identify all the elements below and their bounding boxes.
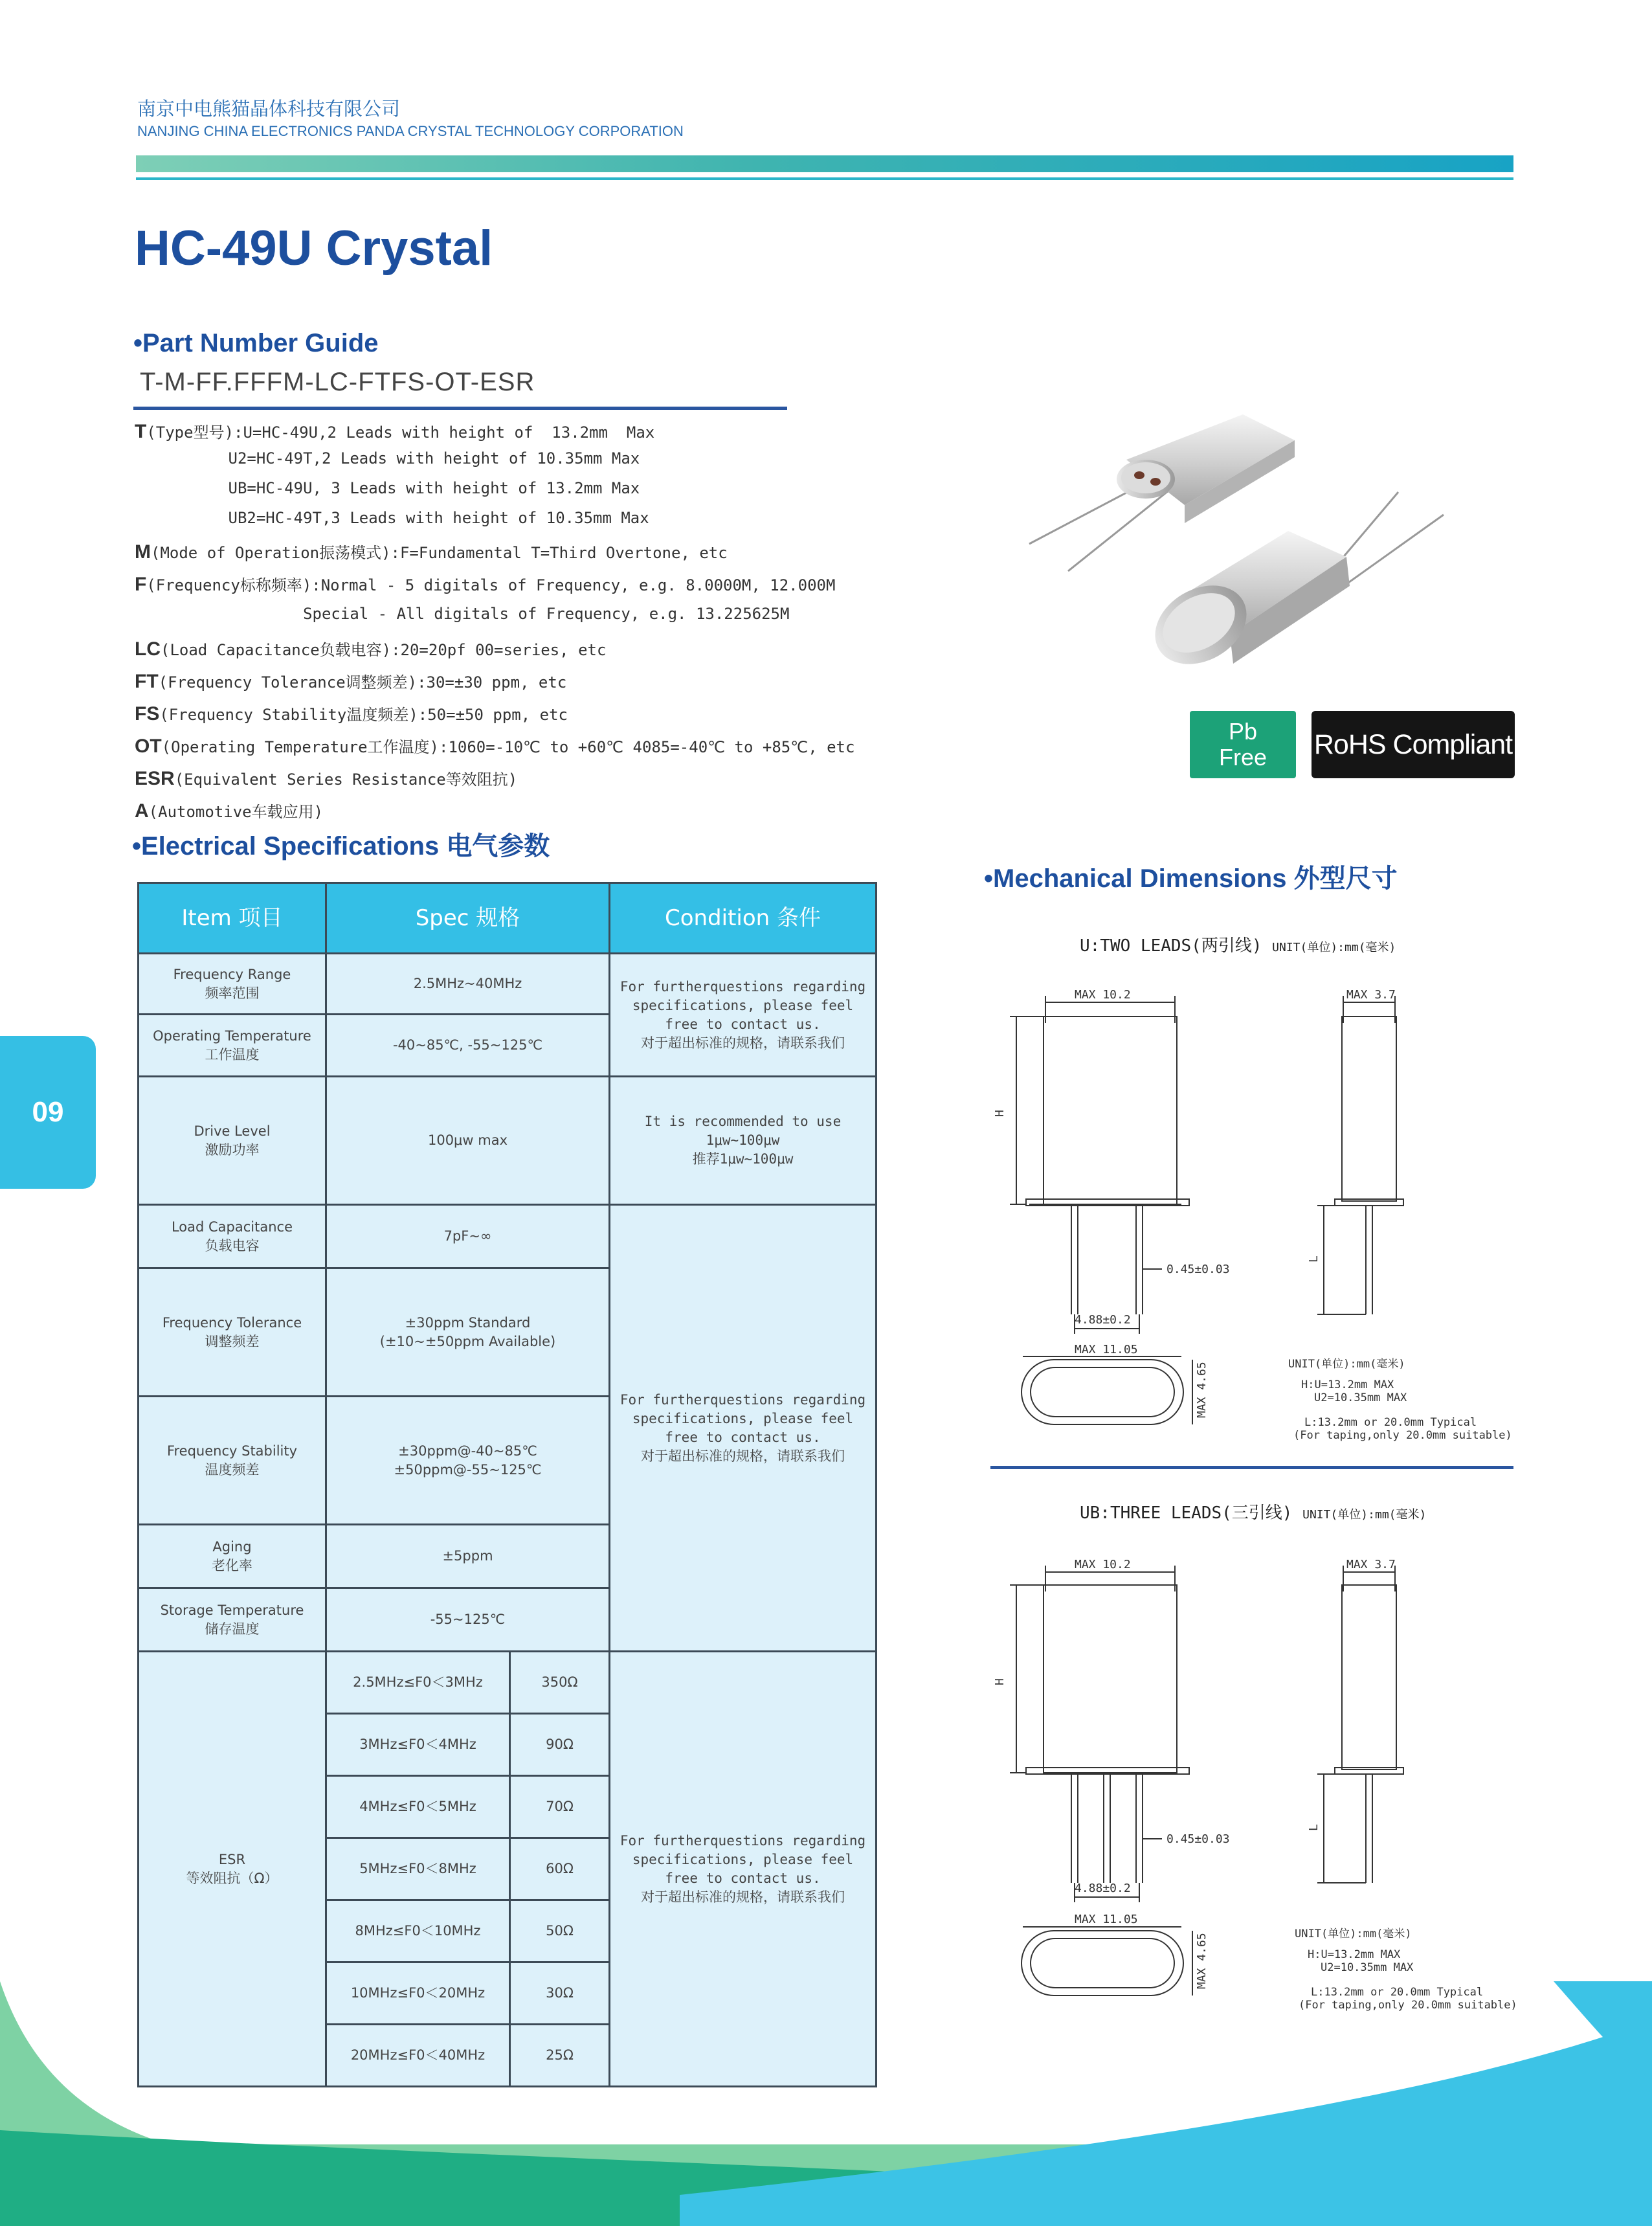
guide-line-f: F(Frequency标称频率):Normal - 5 digitals of Frequency, e.g. 8.0000M, 12.000M bbox=[135, 574, 836, 595]
part-number-underline bbox=[133, 407, 787, 410]
esr-range: 4MHz≤F0＜5MHz bbox=[326, 1776, 510, 1838]
esr-range: 3MHz≤F0＜4MHz bbox=[326, 1714, 510, 1776]
two-leads-drawing bbox=[984, 971, 1515, 1463]
company-name-en: NANJING CHINA ELECTRONICS PANDA CRYSTAL TECHNOLOGY CORPORATION bbox=[137, 123, 684, 139]
dim-lead: 0.45±0.03 bbox=[1166, 1832, 1230, 1846]
header-bar bbox=[136, 155, 1513, 172]
guide-line-ot: OT(Operating Temperature工作温度):1060=-10℃ to +60℃ 4085=-40℃ to +85℃, etc bbox=[135, 736, 855, 757]
header-line bbox=[136, 177, 1513, 180]
electrical-spec-table bbox=[137, 882, 877, 2087]
note-h2: U2=10.35mm MAX bbox=[1321, 1961, 1414, 1974]
guide-line-t: T(Type型号):U=HC-49U,2 Leads with height of 13.2mm Max bbox=[135, 421, 655, 442]
note-l2: (For taping,only 20.0mm suitable) bbox=[1299, 1999, 1517, 2012]
dim-max-depth: MAX 3.7 bbox=[1346, 988, 1396, 1002]
spec-aging: ±5ppm bbox=[326, 1525, 610, 1588]
dim-pitch: 4.88±0.2 bbox=[1075, 1882, 1131, 1895]
condition-contact-2: For furtherquestions regarding specifications, please feel free to contact us. 对于超出标准的规格，请联系我们 bbox=[610, 1205, 876, 1652]
guide-line-u2: U2=HC-49T,2 Leads with height of 10.35mm Max bbox=[135, 449, 640, 467]
guide-line-fs: FS(Frequency Stability温度频差):50=±50 ppm, etc bbox=[135, 703, 568, 725]
table-header-spec: Spec 规格 bbox=[326, 883, 610, 954]
note-h2: U2=10.35mm MAX bbox=[1314, 1391, 1407, 1404]
crystal-product-photo bbox=[1023, 401, 1450, 686]
electrical-spec-heading: •Electrical Specifications 电气参数 bbox=[132, 831, 550, 861]
esr-value: 50Ω bbox=[510, 1900, 610, 1962]
note-l2: (For taping,only 20.0mm suitable) bbox=[1293, 1429, 1512, 1442]
note-h1: H:U=13.2mm MAX bbox=[1308, 1948, 1401, 1961]
spec-drive-level: 100μw max bbox=[326, 1077, 610, 1205]
condition-drive-level: It is recommended to use 1μw~100μw 推荐1μw~100μw bbox=[610, 1077, 876, 1205]
item-load-capacitance: Load Capacitance 负载电容 bbox=[139, 1205, 326, 1268]
part-number-code: T-M-FF.FFFM-LC-FTFS-OT-ESR bbox=[140, 368, 535, 396]
spec-frequency-tolerance: ±30ppm Standard (±10~±50ppm Available) bbox=[326, 1268, 610, 1397]
dim-height: H bbox=[993, 1678, 1007, 1685]
item-storage-temperature: Storage Temperature 储存温度 bbox=[139, 1588, 326, 1652]
spec-load-capacitance: 7pF~∞ bbox=[326, 1205, 610, 1268]
page-number-tab: 09 bbox=[0, 1036, 96, 1189]
dim-lead-length: L bbox=[1307, 1255, 1321, 1263]
guide-line-lc: LC(Load Capacitance负载电容):20=20pf 00=series, etc bbox=[135, 638, 607, 660]
part-number-guide-heading: •Part Number Guide bbox=[133, 329, 379, 357]
esr-value: 25Ω bbox=[510, 2025, 610, 2087]
spec-frequency-stability: ±30ppm@-40~85℃ ±50ppm@-55~125℃ bbox=[326, 1397, 610, 1525]
spec-operating-temperature: -40~85℃, -55~125℃ bbox=[326, 1015, 610, 1077]
mechanical-dimensions-heading: •Mechanical Dimensions 外型尺寸 bbox=[984, 864, 1398, 894]
guide-line-ft: FT(Frequency Tolerance调整频差):30=±30 ppm, etc bbox=[135, 671, 567, 692]
note-unit: UNIT(单位):mm(毫米) bbox=[1295, 1928, 1412, 1940]
esr-range: 10MHz≤F0＜20MHz bbox=[326, 1962, 510, 2025]
note-l1: L:13.2mm or 20.0mm Typical bbox=[1304, 1416, 1477, 1429]
note-h1: H:U=13.2mm MAX bbox=[1301, 1378, 1394, 1391]
three-leads-drawing bbox=[984, 1540, 1521, 2019]
esr-range: 8MHz≤F0＜10MHz bbox=[326, 1900, 510, 1962]
guide-line-f-special: Special - All digitals of Frequency, e.g. 13.225625M bbox=[135, 605, 790, 623]
dim-max-thickness: MAX 4.65 bbox=[1195, 1362, 1209, 1418]
footer-wave bbox=[0, 1981, 1652, 2226]
note-unit: UNIT(单位):mm(毫米) bbox=[1288, 1358, 1405, 1371]
page-title: HC-49U Crystal bbox=[135, 221, 493, 276]
esr-value: 350Ω bbox=[510, 1652, 610, 1714]
item-drive-level: Drive Level 激励功率 bbox=[139, 1077, 326, 1205]
guide-line-m: M(Mode of Operation振荡模式):F=Fundamental T=Third Overtone, etc bbox=[135, 541, 728, 563]
item-aging: Aging 老化率 bbox=[139, 1525, 326, 1588]
dim-max-width: MAX 10.2 bbox=[1075, 988, 1131, 1002]
dim-max-depth: MAX 3.7 bbox=[1346, 1558, 1396, 1571]
dim-lead-length: L bbox=[1307, 1824, 1321, 1831]
note-l1: L:13.2mm or 20.0mm Typical bbox=[1311, 1986, 1484, 1999]
condition-contact-1: For furtherquestions regarding specifications, please feel free to contact us. 对于超出标准的规格，请联系我们 bbox=[610, 954, 876, 1077]
item-operating-temperature: Operating Temperature 工作温度 bbox=[139, 1015, 326, 1077]
spec-frequency-range: 2.5MHz~40MHz bbox=[326, 954, 610, 1015]
item-frequency-range: Frequency Range 频率范围 bbox=[139, 954, 326, 1015]
spec-storage-temperature: -55~125℃ bbox=[326, 1588, 610, 1652]
dim-pitch: 4.88±0.2 bbox=[1075, 1313, 1131, 1327]
guide-line-ub2: UB2=HC-49T,3 Leads with height of 10.35mm Max bbox=[135, 509, 649, 527]
three-leads-title: UB:THREE LEADS(三引线) UNIT(单位):mm(毫米) bbox=[1080, 1503, 1427, 1523]
company-name-cn: 南京中电熊猫晶体科技有限公司 bbox=[137, 98, 401, 120]
esr-value: 90Ω bbox=[510, 1714, 610, 1776]
two-leads-title: U:TWO LEADS(两引线) UNIT(单位):mm(毫米) bbox=[1080, 936, 1396, 956]
table-header-condition: Condition 条件 bbox=[610, 883, 876, 954]
table-header-item: Item 项目 bbox=[139, 883, 326, 954]
dim-lead: 0.45±0.03 bbox=[1166, 1263, 1230, 1276]
esr-value: 60Ω bbox=[510, 1838, 610, 1900]
rohs-compliant-badge: RoHS Compliant bbox=[1312, 711, 1515, 778]
esr-value: 30Ω bbox=[510, 1962, 610, 2025]
guide-line-esr: ESR(Equivalent Series Resistance等效阻抗) bbox=[135, 768, 518, 789]
dim-max-length: MAX 11.05 bbox=[1075, 1343, 1138, 1356]
dim-height: H bbox=[993, 1110, 1007, 1117]
mechanical-divider bbox=[990, 1466, 1513, 1469]
dim-max-width: MAX 10.2 bbox=[1075, 1558, 1131, 1571]
guide-line-a: A(Automotive车载应用) bbox=[135, 800, 324, 822]
condition-contact-3: For furtherquestions regarding specifications, please feel free to contact us. 对于超出标准的规格，请联系我们 bbox=[610, 1652, 876, 2087]
item-esr: ESR 等效阻抗（Ω） bbox=[139, 1652, 326, 2087]
esr-range: 2.5MHz≤F0＜3MHz bbox=[326, 1652, 510, 1714]
item-frequency-tolerance: Frequency Tolerance 调整频差 bbox=[139, 1268, 326, 1397]
guide-line-ub: UB=HC-49U, 3 Leads with height of 13.2mm Max bbox=[135, 479, 640, 497]
esr-range: 20MHz≤F0＜40MHz bbox=[326, 2025, 510, 2087]
item-frequency-stability: Frequency Stability 温度频差 bbox=[139, 1397, 326, 1525]
esr-value: 70Ω bbox=[510, 1776, 610, 1838]
pb-free-badge: Pb Free bbox=[1190, 711, 1296, 778]
dim-max-length: MAX 11.05 bbox=[1075, 1913, 1138, 1926]
esr-range: 5MHz≤F0＜8MHz bbox=[326, 1838, 510, 1900]
dim-max-thickness: MAX 4.65 bbox=[1195, 1933, 1209, 1989]
